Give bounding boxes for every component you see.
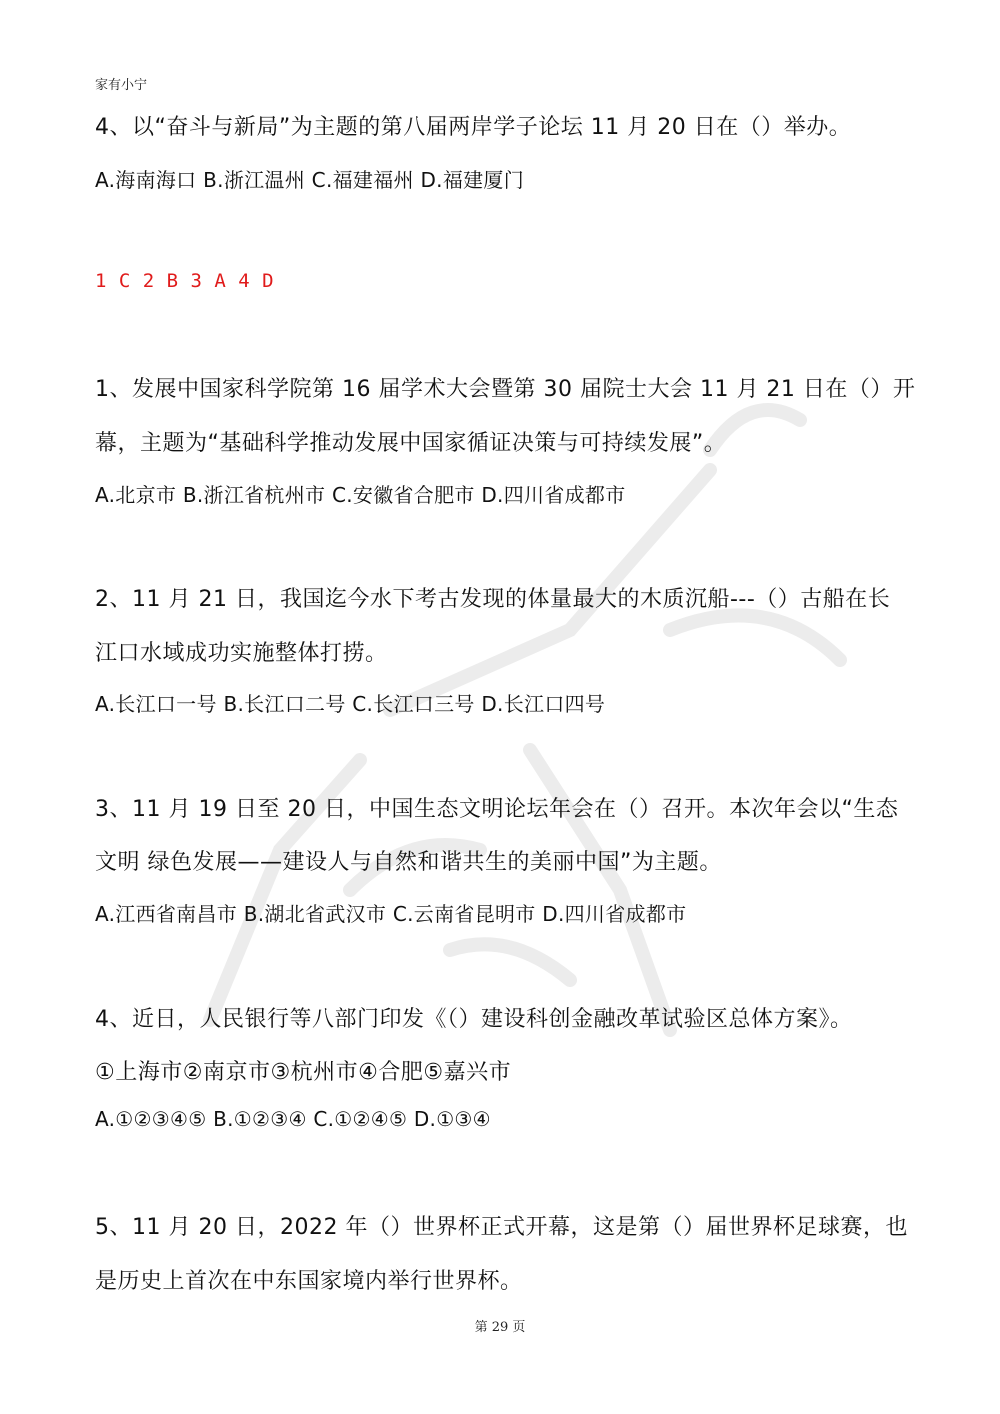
question-4-prev-options: A.海南海口 B.浙江温州 C.福建福州 D.福建厦门: [95, 168, 525, 192]
question-4-prev-text: 4、以“奋斗与新局”为主题的第八届两岸学子论坛 11 月 20 日在（）举办。: [95, 115, 852, 140]
question-1-line-2: 幕，主题为“基础科学推动发展中国家循证决策与可持续发展”。: [95, 431, 727, 456]
question-3-line-2: 文明 绿色发展——建设人与自然和谐共生的美丽中国”为主题。: [95, 850, 722, 875]
page-number: 第 29 页: [474, 1320, 526, 1335]
question-2-line-1: 2、11 月 21 日，我国迄今水下考古发现的体量最大的木质沉船---（）古船在长: [95, 587, 891, 612]
page-header: 家有小宁: [95, 78, 148, 93]
question-4-options: A.①②③④⑤ B.①②③④ C.①②④⑤ D.①③④: [95, 1107, 491, 1131]
question-4-line-1: 4、近日，人民银行等八部门印发《（）建设科创金融改革试验区总体方案》。: [95, 1007, 853, 1032]
question-5-line-1: 5、11 月 20 日，2022 年（）世界杯正式开幕，这是第（）届世界杯足球赛，也: [95, 1215, 908, 1240]
question-1-line-1: 1、发展中国家科学院第 16 届学术大会暨第 30 届院士大会 11 月 21 日在（）开: [95, 377, 916, 402]
question-3-line-1: 3、11 月 19 日至 20 日，中国生态文明论坛年会在（）召开。本次年会以“生态: [95, 797, 899, 822]
question-3-options: A.江西省南昌市 B.湖北省武汉市 C.云南省昆明市 D.四川省成都市: [95, 902, 687, 926]
question-4-line-2: ①上海市②南京市③杭州市④合肥⑤嘉兴市: [95, 1060, 512, 1085]
question-1-options: A.北京市 B.浙江省杭州市 C.安徽省合肥市 D.四川省成都市: [95, 483, 626, 507]
question-2-options: A.长江口一号 B.长江口二号 C.长江口三号 D.长江口四号: [95, 692, 606, 716]
question-2-line-2: 江口水域成功实施整体打捞。: [95, 641, 388, 666]
question-5-line-2: 是历史上首次在中东国家境内举行世界杯。: [95, 1269, 523, 1294]
answer-key: 1 C 2 B 3 A 4 D: [95, 270, 275, 292]
